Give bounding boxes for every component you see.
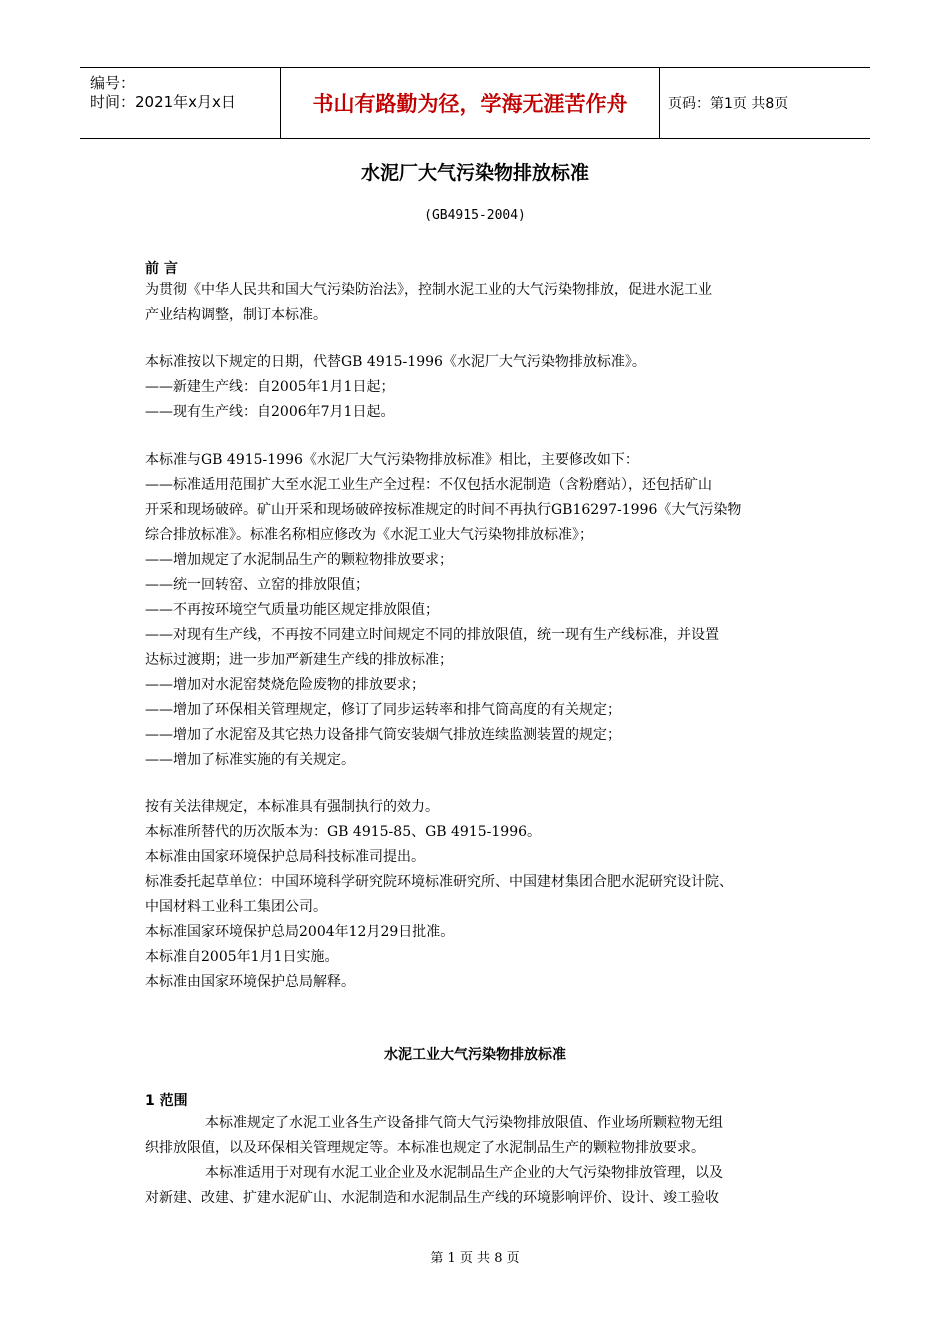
preface-line: ——增加了标准实施的有关规定。: [145, 752, 355, 768]
motto-text: 书山有路勤为径，学海无涯苦作舟: [312, 92, 628, 116]
preface-line: ——增加了水泥窑及其它热力设备排气筒安装烟气排放连续监测装置的规定；: [145, 727, 621, 743]
preface-line: 达标过渡期；进一步加严新建生产线的排放标准；: [145, 652, 453, 668]
preface-line: 本标准所替代的历次版本为：GB 4915-85、GB 4915-1996。: [145, 824, 542, 840]
preface-line: 本标准按以下规定的日期，代替GB 4915-1996《水泥厂大气污染物排放标准》。: [145, 354, 646, 370]
number-label: 编号：: [90, 74, 136, 92]
section-subtitle: 水泥工业大气污染物排放标准: [384, 1047, 566, 1063]
document-title: 水泥厂大气污染物排放标准: [360, 162, 589, 184]
header-page-cell: [660, 68, 870, 138]
preface-line: 按有关法律规定，本标准具有强制执行的效力。: [145, 799, 439, 815]
preface-line: ——不再按环境空气质量功能区规定排放限值；: [145, 602, 439, 618]
section1-heading: 1 范围: [145, 1093, 188, 1109]
preface-heading: 前 言: [145, 261, 178, 277]
preface-line: 综合排放标准》。标准名称相应修改为《水泥工业大气污染物排放标准》；: [145, 527, 593, 543]
page-info: 页码：第1页 共8页: [668, 96, 789, 112]
preface-line: ——增加规定了水泥制品生产的颗粒物排放要求；: [145, 552, 453, 568]
section1-line: 织排放限值，以及环保相关管理规定等。本标准也规定了水泥制品生产的颗粒物排放要求。: [145, 1140, 705, 1156]
preface-line: ——现有生产线：自2006年7月1日起。: [145, 404, 395, 420]
preface-line: 标准委托起草单位：中国环境科学研究院环境标准研究所、中国建材集团合肥水泥研究设计院、: [145, 874, 733, 890]
section1-line: 对新建、改建、扩建水泥矿山、水泥制造和水泥制品生产线的环境影响评价、设计、竣工验收: [145, 1190, 719, 1206]
preface-line: 本标准国家环境保护总局2004年12月29日批准。: [145, 924, 455, 940]
preface-line: ——对现有生产线，不再按不同建立时间规定不同的排放限值，统一现有生产线标准，并设置: [145, 627, 719, 643]
preface-line: 中国材料工业科工集团公司。: [145, 899, 327, 915]
preface-line: 本标准由国家环境保护总局科技标准司提出。: [145, 849, 425, 865]
preface-line: ——统一回转窑、立窑的排放限值；: [145, 577, 369, 593]
page-header: [80, 67, 870, 139]
time-label: 时间：2021年x月x日: [90, 93, 236, 111]
preface-line: ——增加了环保相关管理规定，修订了同步运转率和排气筒高度的有关规定；: [145, 702, 621, 718]
preface-line: 产业结构调整，制订本标准。: [145, 307, 327, 323]
section1-line: 本标准规定了水泥工业各生产设备排气筒大气污染物排放限值、作业场所颗粒物无组: [205, 1115, 723, 1131]
preface-line: 为贯彻《中华人民共和国大气污染防治法》，控制水泥工业的大气污染物排放，促进水泥工业: [145, 282, 712, 298]
standard-code: (GB4915-2004): [424, 208, 526, 223]
section1-line: 本标准适用于对现有水泥工业企业及水泥制品生产企业的大气污染物排放管理，以及: [205, 1165, 723, 1181]
page-footer: 第 1 页 共 8 页: [430, 1251, 520, 1266]
preface-line: ——标准适用范围扩大至水泥工业生产全过程：不仅包括水泥制造（含粉磨站），还包括矿山: [145, 477, 712, 493]
preface-line: 开采和现场破碎。矿山开采和现场破碎按标准规定的时间不再执行GB16297-1996《大气污染物: [145, 502, 742, 518]
preface-line: 本标准与GB 4915-1996《水泥厂大气污染物排放标准》相比，主要修改如下：: [145, 452, 639, 468]
preface-line: 本标准自2005年1月1日实施。: [145, 949, 339, 965]
header-motto-cell: [281, 68, 660, 138]
header-meta: [80, 68, 281, 138]
preface-line: ——增加对水泥窑焚烧危险废物的排放要求；: [145, 677, 425, 693]
preface-line: ——新建生产线：自2005年1月1日起；: [145, 379, 395, 395]
preface-line: 本标准由国家环境保护总局解释。: [145, 974, 355, 990]
